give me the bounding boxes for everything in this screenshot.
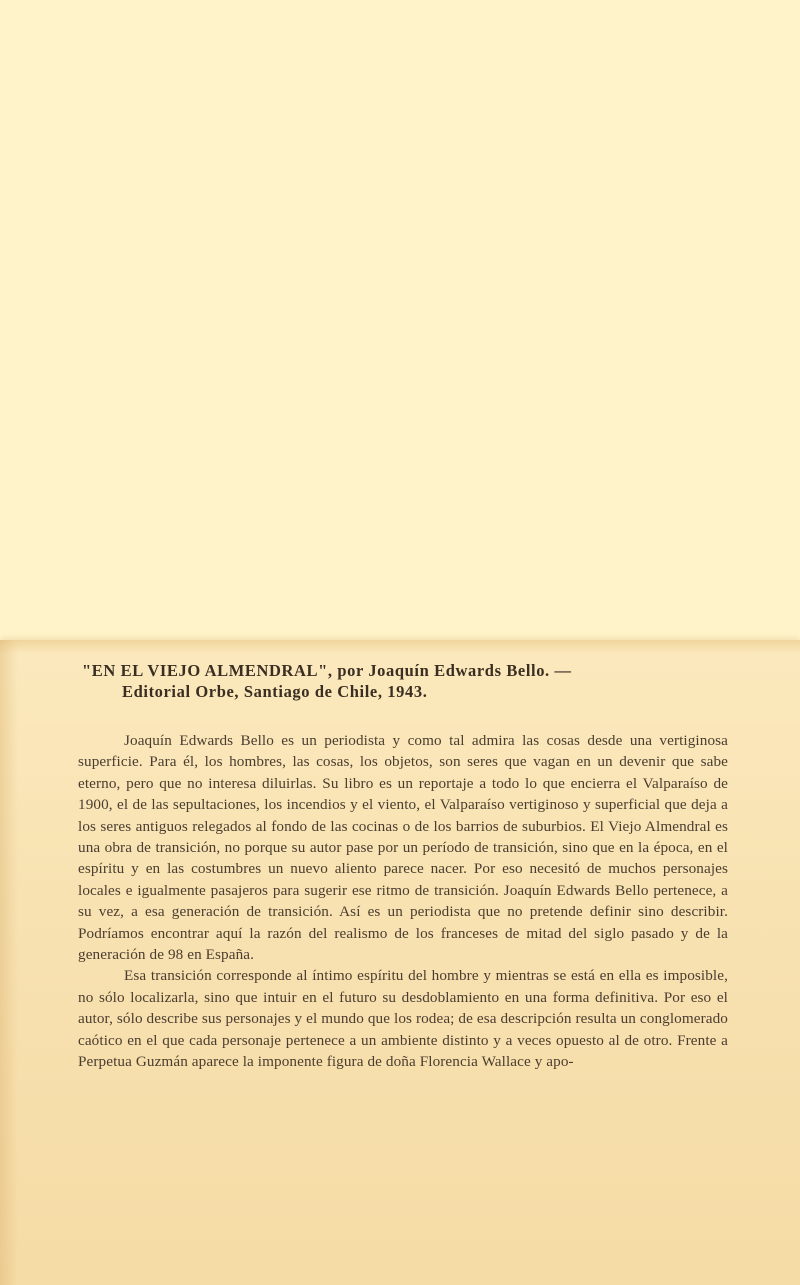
- review-heading-line1: "EN EL VIEJO ALMENDRAL", por Joaquín Edwards Bello. —: [82, 661, 572, 680]
- clipping-edge-shadow: [0, 640, 18, 1285]
- review-body: [78, 730, 728, 1073]
- review-paragraph-2: Esa transición corresponde al íntimo espíritu del hombre y mientras se está en ella es imposible, no sólo localizarla, sino que intuir en el futuro su desdoblamiento en una forma definitiva. Por eso el autor, sólo describe sus personajes y el mundo que los rodea; de esa descripción resulta un conglomerado caótico en el que cada personaje pertenece a un ambiente distinto y a veces opuesto al de otro. Frente a Perpetua Guzmán aparece la imponente figura de doña Florencia Wallace y apo-: [78, 967, 728, 1071]
- review-heading-line2: Editorial Orbe, Santiago de Chile, 1943.: [122, 682, 428, 701]
- review-paragraph-1: Joaquín Edwards Bello es un periodista y como tal admira las cosas desde una vertiginosa superficie. Para él, los hombres, las cosas, los objetos, son seres que vagan en un devenir que sabe eterno, pero que no interesa diluirlas. Su libro es un reportaje a todo lo que encierra el Valparaíso de 1900, el de las sepultaciones, los incendios y el viento, el Valparaíso vertiginoso y superficial que deja a los seres antiguos relegados al fondo de las cocinas o de los barrios de suburbios. El Viejo Almendral es una obra de transición, no porque su autor pase por un período de transición, sino que en la época, en el espíritu y en las costumbres un nuevo aliento parece nacer. Por eso necesitó de muchos personajes locales e igualmente pasajeros para sugerir ese ritmo de transición. Joaquín Edwards Bello pertenece, a su vez, a esa generación de transición. Así es un periodista que no pretende definir sino describir. Podríamos encontrar aquí la razón del realismo de los franceses de mitad del siglo pasado y de la generación de 98 en España.: [78, 732, 728, 964]
- review-heading: [82, 660, 732, 702]
